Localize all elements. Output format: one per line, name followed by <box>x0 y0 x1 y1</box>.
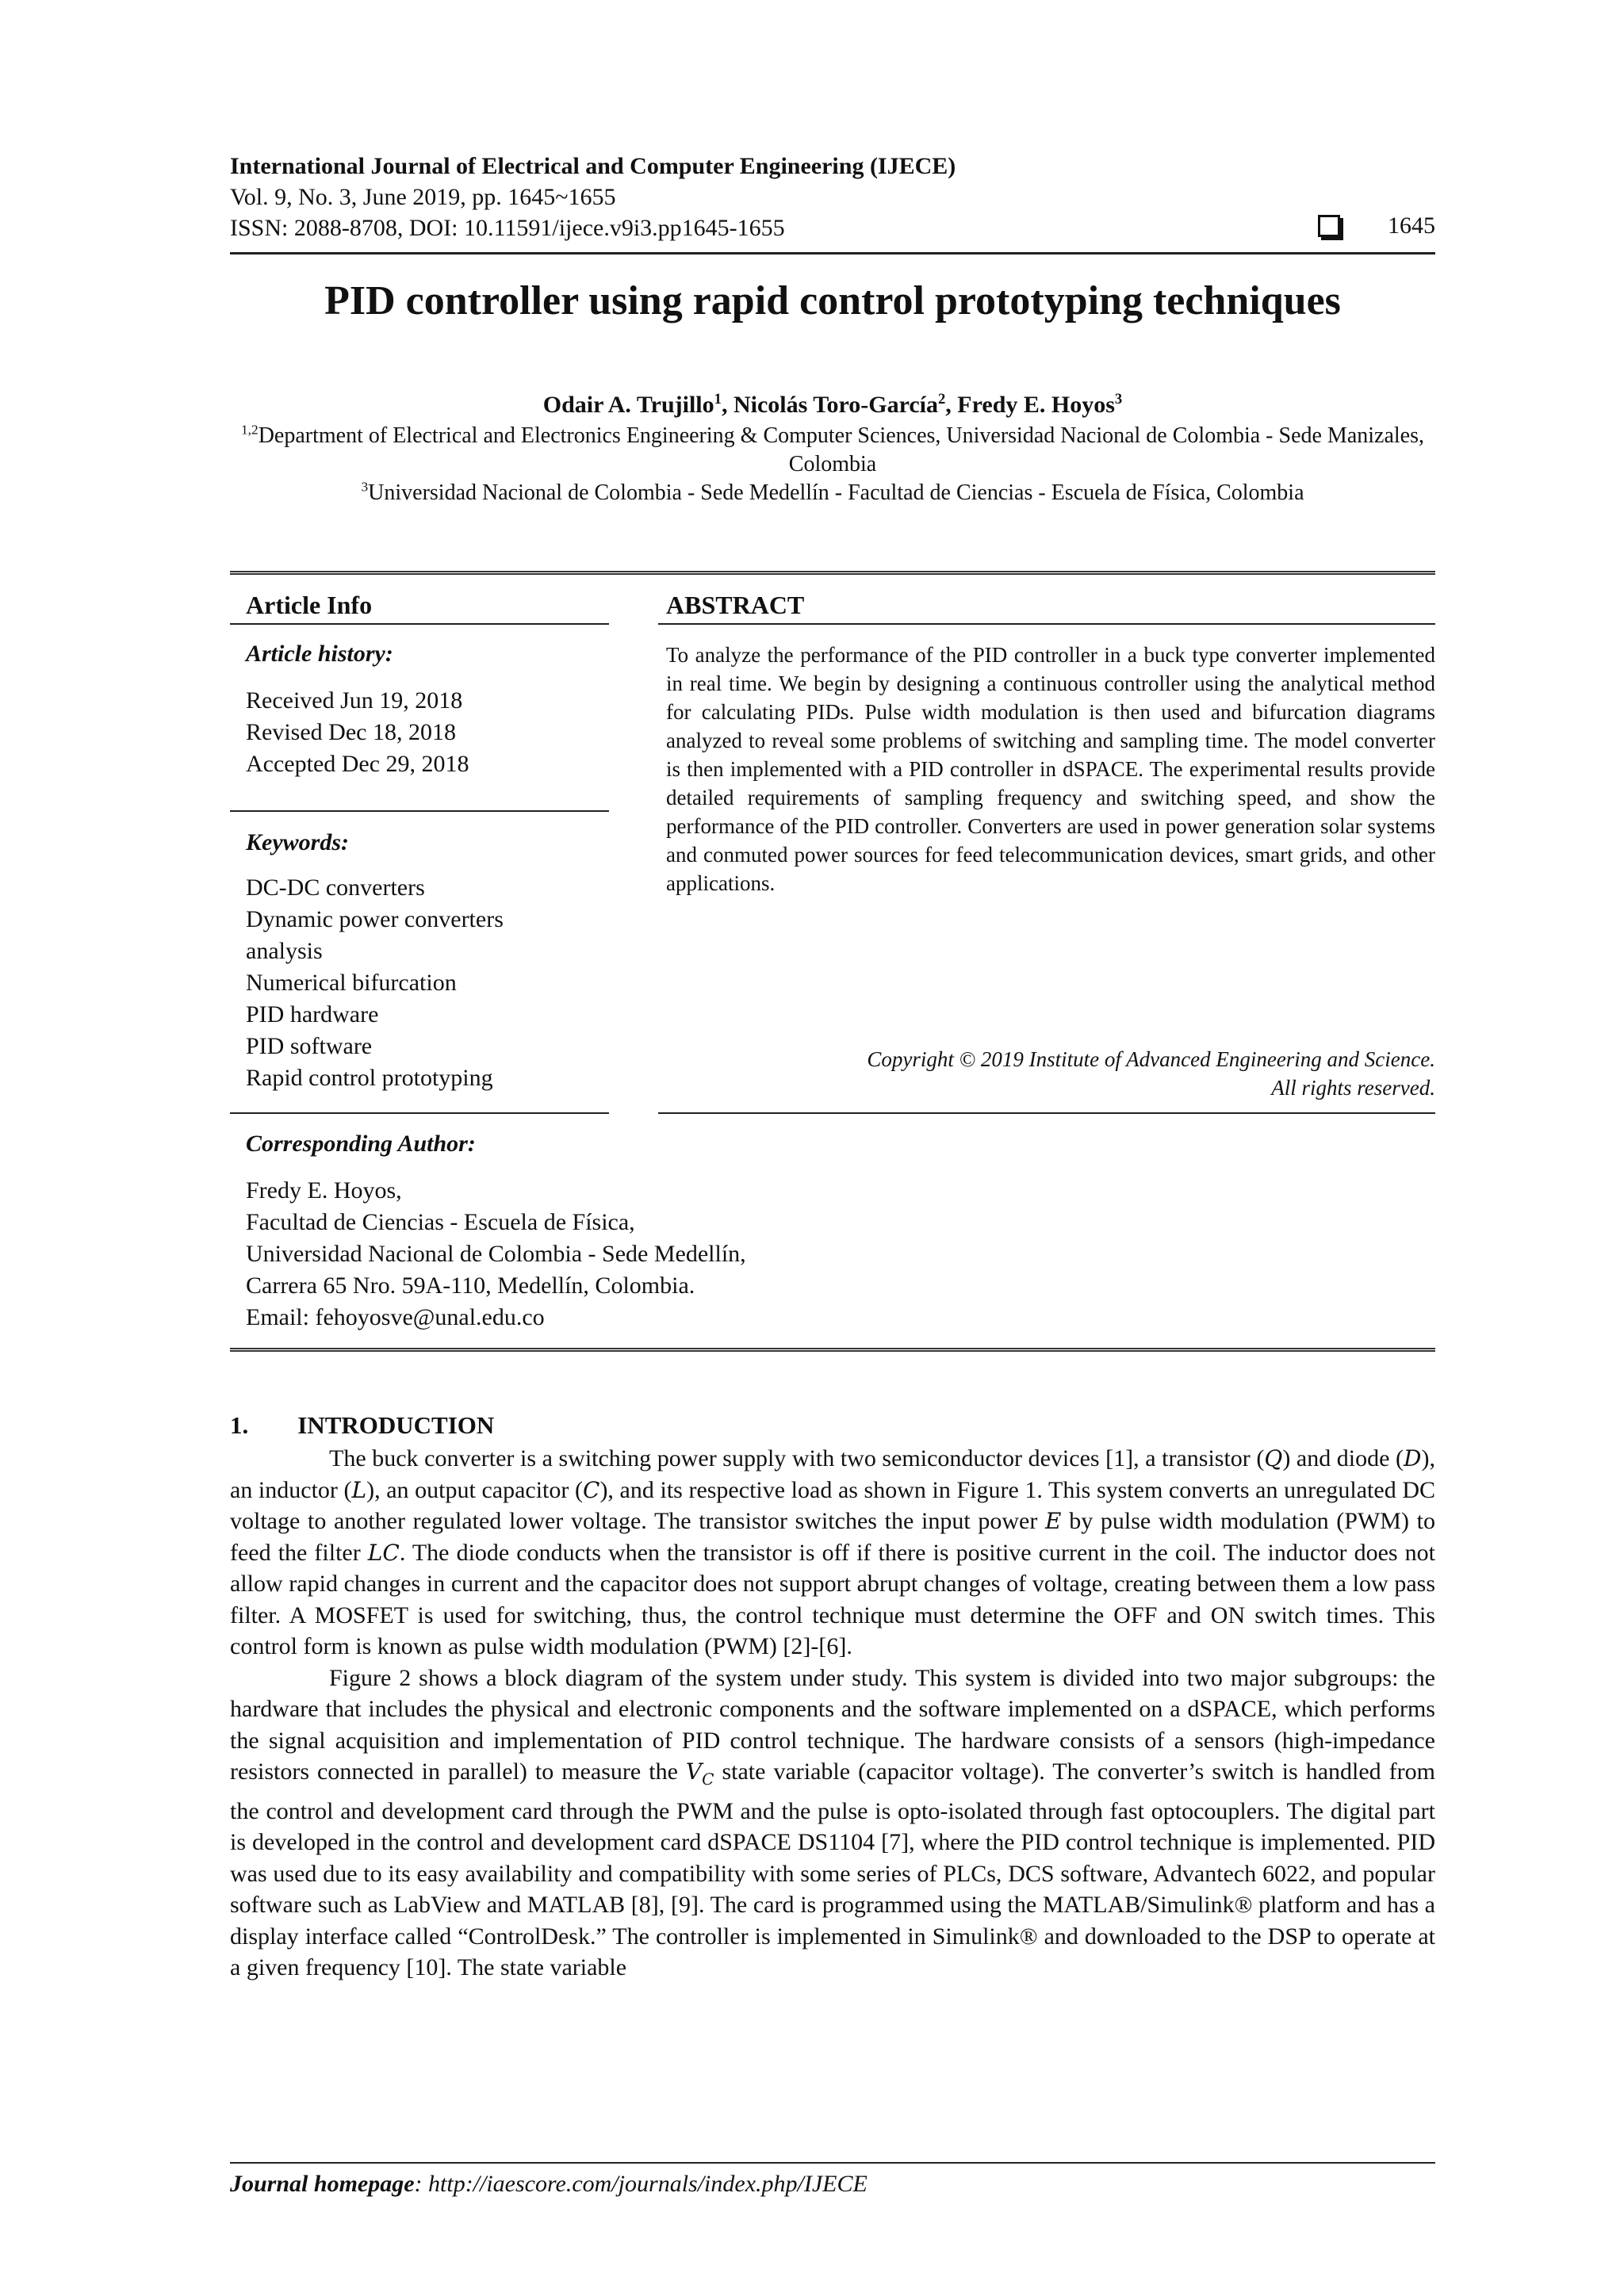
text-run: ), an inductor ( <box>230 1445 1435 1503</box>
keyword: DC-DC converters <box>246 874 425 901</box>
math-symbol: V <box>685 1758 703 1785</box>
journal-header <box>230 151 1435 243</box>
text-run: ) and diode ( <box>1282 1445 1404 1471</box>
footer-rule <box>230 2162 1435 2164</box>
info-bottom-rule <box>230 1348 1435 1352</box>
abstract-bottom-rule <box>658 1112 1435 1114</box>
homepage-url[interactable]: : http://iaescore.com/journals/index.php/IJECE <box>414 2171 868 2197</box>
article-info-rule <box>230 623 609 625</box>
paragraph <box>230 1443 1435 1663</box>
keyword: analysis <box>246 938 323 964</box>
affiliation-1 <box>230 422 1435 479</box>
author-list: Odair A. Trujillo$^1$, Nicolás Toro-García$^2$, Fredy E. Hoyos$^3$ <box>542 391 1123 418</box>
math-symbol: L <box>351 1476 367 1503</box>
info-top-rule <box>230 571 1435 575</box>
text-run: by pulse width modulation (PWM) to feed the filter <box>230 1508 1435 1566</box>
corresponding-heading: Corresponding Author: <box>246 1131 476 1157</box>
history-rule <box>230 810 609 812</box>
affiliations <box>230 422 1435 507</box>
text-run: . The diode conducts when the transistor is off if there is positive current in the coil. The inductor does not allow rapid changes in current and the capacitor does not support abrupt changes of voltage, creating between them a low pass filter. A MOSFET is used for switching, thus, the control technique must determine the OFF and ON switch times. This control form is known as pulse width modulation (PWM) [2]-[6]. <box>230 1539 1435 1659</box>
keyword: Dynamic power converters <box>246 906 504 932</box>
square-bullet-icon <box>1318 215 1340 237</box>
accepted-date: Accepted Dec 29, 2018 <box>246 751 469 777</box>
affiliation-2 <box>230 479 1435 507</box>
author-name: Odair A. Trujillo <box>542 392 714 418</box>
author-superscript: 3 <box>1114 391 1123 408</box>
keyword: PID hardware <box>246 1001 379 1027</box>
copyright-line: Copyright © 2019 Institute of Advanced Engineering and Science. <box>867 1047 1435 1071</box>
text-run: state variable (capacitor voltage). The converter’s switch is handled from the control and development card through the PWM and the pulse is opto-isolated through fast optocouplers. The digital part is developed in the control and development card dSPACE DS1104 [7], where the PID control technique is implemented. PID was used due to its easy availability and compatibility with some series of PLCs, DCS software, Advantech 6022, and popular software such as LabView and MATLAB [8], [9]. The card is programmed using the MATLAB/Simulink® platform and has a display interface called “ControlDesk.” The controller is implemented in Simulink® and downloaded to the DSP to operate at a given frequency [10]. The state variable <box>230 1758 1435 1980</box>
copyright-line: All rights reserved. <box>1271 1076 1435 1100</box>
author-name: Nicolás Toro-García <box>733 392 938 418</box>
corresponding-line: Universidad Nacional de Colombia - Sede Medellín, <box>246 1241 746 1267</box>
introduction-body <box>230 1443 1435 1984</box>
text-run: ), an output capacitor ( <box>366 1476 583 1503</box>
journal-homepage <box>230 2171 868 2198</box>
keyword: Numerical bifurcation <box>246 970 457 996</box>
abstract-heading: ABSTRACT <box>666 591 805 619</box>
affiliation-superscript: 3 <box>361 479 369 495</box>
math-symbol: LC <box>367 1539 400 1566</box>
paper-title: PID controller using rapid control prototyping techniques <box>324 278 1341 323</box>
homepage-label: Journal homepage <box>230 2171 415 2197</box>
author-name: Fredy E. Hoyos <box>957 392 1115 418</box>
corresponding-address <box>246 1175 746 1334</box>
header-divider <box>230 252 1435 254</box>
section-title: INTRODUCTION <box>297 1411 495 1439</box>
abstract-text: To analyze the performance of the PID controller in a buck type converter implemented in real time. We begin by designing a continuous controller using the analytical method for calculating PIDs. Pulse width modulation is then used and bifurcation diagrams analyzed to reveal some problems of switching and sampling time. The model converter is then implemented with a PID controller in dSPACE. The experimental results provide detailed requirements of sampling frequency and switching speed, and show the performance of the PID controller. Converters are used in power generation solar systems and conmuted power sources for feed telecommunication devices, smart grids, and other applications. <box>666 643 1435 895</box>
keywords-list <box>246 872 504 1094</box>
math-symbol: E <box>1045 1508 1062 1534</box>
affiliation-superscript: 1,2 <box>241 422 259 438</box>
corresponding-email: Email: fehoyosve@unal.edu.co <box>246 1304 545 1330</box>
text-run: The buck converter is a switching power supply with two semiconductor devices [1], a transistor ( <box>329 1445 1265 1471</box>
math-symbol: C <box>583 1476 600 1503</box>
text-run: ), and its respective load as shown in Figure 1. This system converts an unregulated DC voltage to another regulated lower voltage. The transistor switches the input power <box>230 1476 1435 1534</box>
section-number: 1. <box>230 1411 249 1439</box>
author-superscript: 1 <box>714 391 722 408</box>
introduction-heading <box>230 1411 494 1440</box>
corresponding-line: Fredy E. Hoyos, <box>246 1177 402 1203</box>
history-heading: Article history: <box>246 641 393 667</box>
article-history <box>246 685 469 780</box>
paragraph <box>230 1663 1435 1984</box>
affiliation-text: Universidad Nacional de Colombia - Sede Medellín - Facultad de Ciencias - Escuela de Física, Colombia <box>368 480 1304 505</box>
keywords-heading: Keywords: <box>246 829 349 855</box>
journal-name: International Journal of Electrical and Computer Engineering (IJECE) <box>230 153 956 179</box>
keyword: Rapid control prototyping <box>246 1065 493 1091</box>
copyright-notice <box>722 1045 1435 1102</box>
author-superscript: 2 <box>938 391 946 408</box>
math-subscript: C <box>702 1770 714 1789</box>
affiliation-text: Department of Electrical and Electronics Engineering & Computer Sciences, Universidad Nacional de Colombia - Sede Manizales, Colombia <box>258 423 1424 476</box>
page-number: 1645 <box>1388 212 1435 239</box>
keyword: PID software <box>246 1033 373 1059</box>
math-symbol: Q <box>1264 1445 1283 1471</box>
keywords-rule <box>230 1112 609 1114</box>
page-number-block <box>1318 212 1435 239</box>
revised-date: Revised Dec 18, 2018 <box>246 719 456 745</box>
abstract-rule <box>658 623 1435 625</box>
journal-volume: Vol. 9, No. 3, June 2019, pp. 1645~1655 <box>230 184 616 210</box>
article-info-heading: Article Info <box>246 591 373 619</box>
received-date: Received Jun 19, 2018 <box>246 687 463 714</box>
corresponding-line: Facultad de Ciencias - Escuela de Física, <box>246 1209 635 1235</box>
math-symbol: D <box>1404 1445 1422 1471</box>
journal-issn: ISSN: 2088-8708, DOI: 10.11591/ijece.v9i3.pp1645-1655 <box>230 215 785 241</box>
corresponding-line: Carrera 65 Nro. 59A-110, Medellín, Colombia. <box>246 1272 695 1299</box>
text-run: Figure 2 shows a block diagram of the system under study. This system is divided into two major subgroups: the hardware that includes the physical and electronic components and the software implemented on a dSPACE, which performs the signal acquisition and implementation of PID control technique. The hardware consists of a sensors (high-impedance resistors connected in parallel) to measure the <box>230 1664 1435 1785</box>
